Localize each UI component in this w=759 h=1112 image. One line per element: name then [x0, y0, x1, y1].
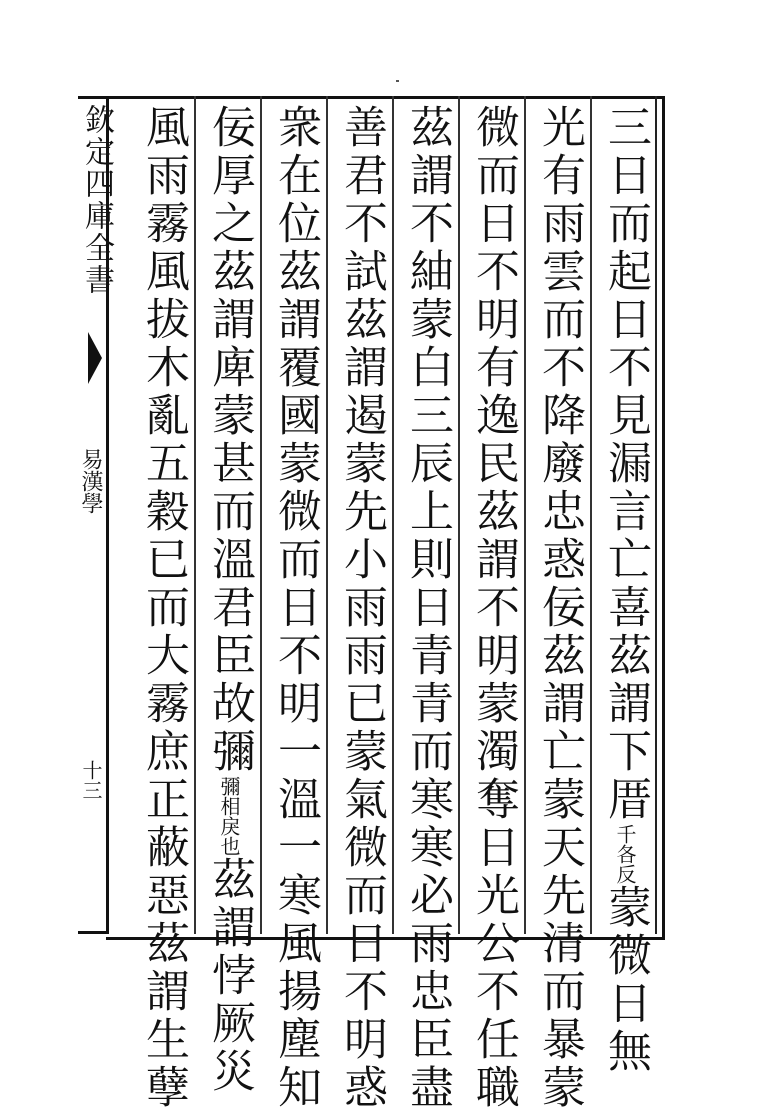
column-rule — [194, 96, 196, 934]
column-2-main: 光有雨雲而不降廢忠惑佞茲謂亡蒙天先清而暴蒙 — [534, 104, 585, 1112]
speck — [396, 80, 399, 82]
column-1-tail: 蒙微日無 — [600, 884, 651, 1076]
text-column-7 — [199, 104, 259, 1096]
column-rule — [458, 96, 460, 934]
margin-top-rule — [78, 96, 108, 99]
column-rule — [260, 96, 262, 934]
column-3-main: 微而日不明有逸民茲謂不明蒙濁奪日光公不任職 — [468, 104, 519, 1112]
column-rule — [524, 96, 526, 934]
column-rule — [326, 96, 328, 934]
fish-tail-mark-icon — [88, 332, 102, 384]
text-column-5 — [331, 104, 391, 1112]
column-7-tail: 茲謂悖厥災 — [204, 856, 255, 1096]
margin-bottom-rule — [78, 931, 108, 934]
text-column-3 — [463, 104, 523, 1112]
text-column-2 — [529, 104, 589, 1112]
text-column-8 — [133, 104, 193, 1112]
column-1-note: 千各反 — [613, 824, 637, 884]
column-7-main: 佞厚之茲謂庳蒙甚而溫君臣故彌 — [204, 104, 255, 776]
page-number: 十三 — [79, 760, 103, 800]
column-4-main: 茲謂不紬蒙白三辰上則日青青而寒寒必雨忠臣盡 — [402, 104, 453, 1112]
chapter-title: 易漢學 — [78, 448, 103, 514]
text-column-1 — [595, 104, 655, 1076]
column-5-main: 善君不試茲謂遏蒙先小雨雨已蒙氣微而日不明惑 — [336, 104, 387, 1112]
column-6-main: 衆在位茲謂覆國蒙微而日不明一溫一寒風揚塵知 — [270, 104, 321, 1112]
column-rule — [392, 96, 394, 934]
text-column-6 — [265, 104, 325, 1112]
book-title: 欽定四庫全書 — [79, 104, 114, 296]
column-1-main: 三日而起日不見漏言亡喜茲謂下厝 — [600, 104, 651, 824]
column-rule — [590, 96, 592, 934]
text-column-4 — [397, 104, 457, 1112]
column-8-main: 風雨霧風拔木亂五穀已而大霧庶正蔽惡茲謂生孽 — [138, 104, 189, 1112]
frame-inner-rule — [655, 96, 657, 934]
column-7-note: 彌相戾也 — [217, 776, 241, 856]
